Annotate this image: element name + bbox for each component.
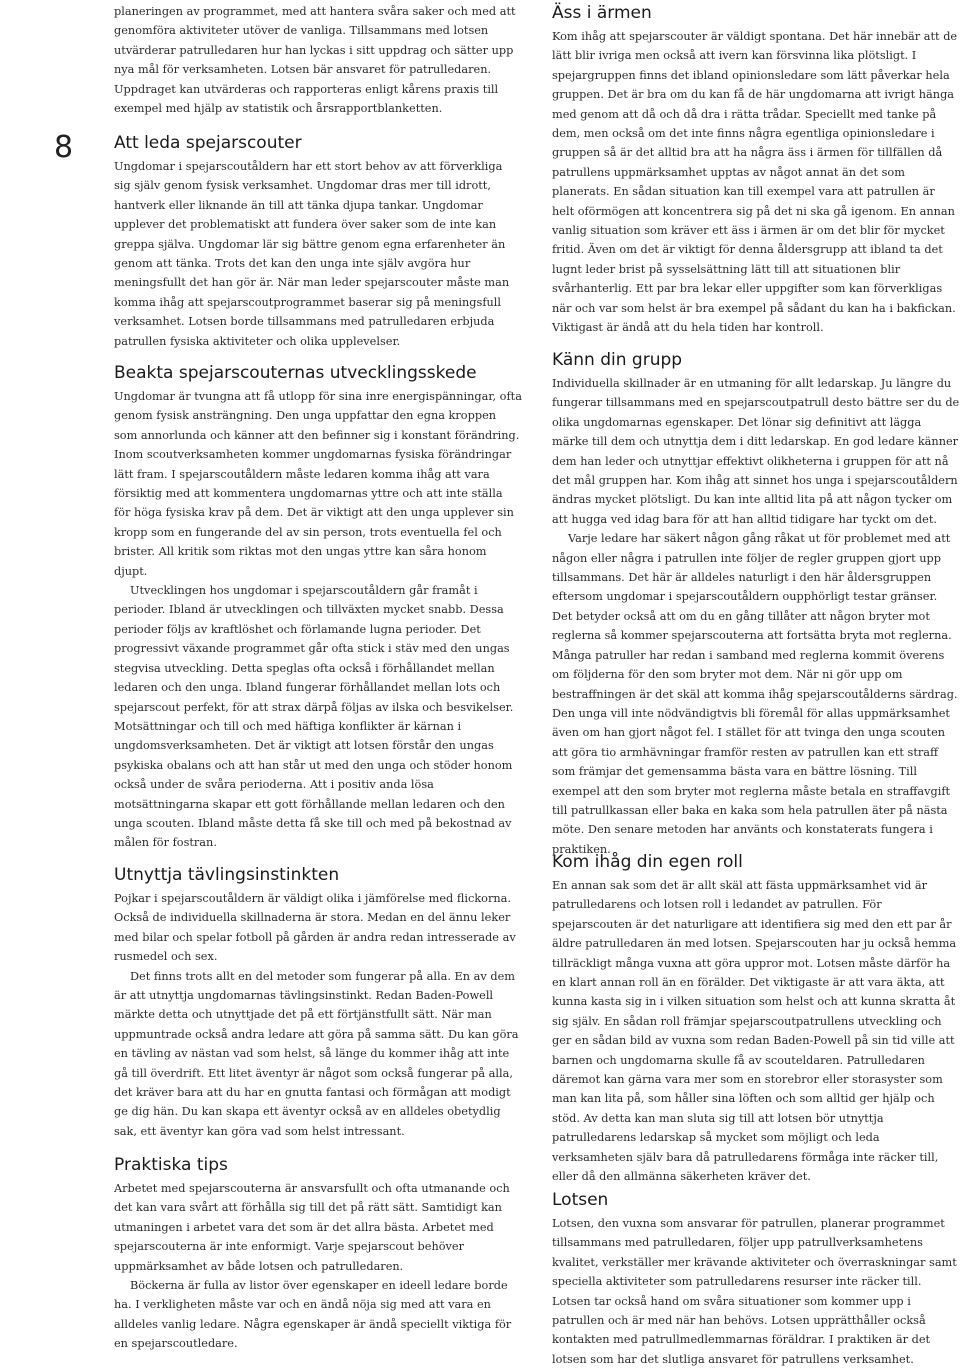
section-att-leda-spejarscouter xyxy=(114,132,522,351)
intro-paragraph: planeringen av programmet, med att hantera svåra saker och med att genomföra aktiviteter utöver de vanliga. Tillsammans med lotsen utvärderar patrulledaren hur han lyckas i sitt uppdrag och sätter upp nya mål för verksamheten. Lotsen bär ansvaret för patrulledaren. Uppdraget kan utvärderas och rapporteras enligt kårens praxis till exempel med hjälp av statistik och årsrapportblanketten. xyxy=(114,5,516,116)
section-heading: Praktiska tips xyxy=(114,1155,228,1175)
section-lotsen xyxy=(552,1189,960,1369)
section-paragraph: Lotsen, den vuxna som ansvarar för patrullen, planerar programmet tillsammans med patrulledaren, följer upp patrullverksamhetens kvalitet, verkställer mer krävande aktiviteter och överraskningar samt speciella aktiviteter som patrulledarens resurser inte räcker till. Lotsen tar också hand om svåra situationer som kommer upp i patrullen och är med när han behövs. Lotsen upprätthåller också kontakten med patrullmedlemmarnas föräldrar. I praktiken är det lotsen som har det slutliga ansvaret för patrullens verksamhet. xyxy=(552,1217,957,1366)
section-heading: Utnyttja tävlingsinstinkten xyxy=(114,865,340,885)
section-paragraph: Utvecklingen hos ungdomar i spejarscoutåldern går framåt i perioder. Ibland är utvecklingen och tillväxten mycket snabb. Dessa perioder följs av kraftlöshet och förlamande lugna perioder. Det progressivt växande programmet går ofta stick i stäv med den ungas stegvisa utveckling. Detta speglas ofta också i förhållandet mellan ledaren och den unga. Ibland fungerar förhållandet mellan lots och spejarscout perfekt, för att strax därpå följas av ilska och besvikelser. Motsättningar och till och med häftiga konflikter är kärnan i ungdomsverksamheten. Det är viktigt att lotsen förstår den ungas psykiska obalans och att han står ut med den unga och stöder honom också under de svåra perioderna. Att i positiv anda lösa motsättningarna skapar ett gott förhållande mellan ledaren och den unga scouten. Ibland måste detta få ske till och med på bekostnad av målen för fostran. xyxy=(114,584,514,850)
section-heading: Känn din grupp xyxy=(552,350,683,370)
section-utnyttja-tavlingsinstinkten xyxy=(114,864,522,1141)
intro-block xyxy=(114,2,522,118)
section-heading: Beakta spejarscouternas utvecklingsskede xyxy=(114,363,477,383)
section-paragraph: Kom ihåg att spejarscouter är väldigt spontana. Det här innebär att de lätt blir ivriga men också att ivern kan försvinna lika plötsligt. I spejargruppen finns det ibland opinionsledare som lätt påverkar hela gruppen. Det är bra om du kan få de här ungdomarna att ivrigt hänga med genom att då och då dra i rätta trådar. Speciellt med tanke på dem, men också om det inte finns några egentliga opinionsledare i gruppen så är det alltid bra att ha några äss i ärmen för tillfällen då patrullens uppmärksamhet upptas av något annat än det som planerats. En sådan situation kan till exempel vara att patrullen är helt oförmögen att koncentrera sig på det ni ska gå igenom. En annan vanlig situation som kräver ett äss i ärmen är om det blir för mycket fritid. Även om det är viktigt för denna åldersgrupp att ibland ta det lugnt leder brist på sysselsättning lätt till att situationen blir svårhanterlig. Ett par bra lekar eller uppgifter som kan förverkligas när och var som helst är bra exempel på sådant du kan ha i bakfickan. Viktigast är ändå att du hela tiden har kontroll. xyxy=(552,30,958,335)
section-ass-i-armen xyxy=(552,2,960,338)
page-number: 8 xyxy=(54,130,74,165)
section-beakta-utvecklingsskede xyxy=(114,362,522,853)
section-heading: Lotsen xyxy=(552,1190,609,1210)
section-heading: Att leda spejarscouter xyxy=(114,133,302,153)
section-paragraph: Pojkar i spejarscoutåldern är väldigt olika i jämförelse med flickorna. Också de individuella skillnaderna är stora. Medan en del ännu leker med bilar och spelar fotboll på gården är andra redan intresserade av rusmedel och sex. xyxy=(114,892,516,964)
section-paragraph: En annan sak som det är allt skäl att fästa uppmärksamhet vid är patrulledarens och lotsen roll i ledandet av patrullen. För spejarscouten är det naturligare att identifiera sig med den ett par år äldre patrulledaren än med lotsen. Spejarscouten har ju också hemma tillräckligt många vuxna att göra uppror mot. Lotsen måste därför ha en klart annan roll än en förälder. Det viktigaste är att vara äkta, att kunna kasta sig in i vilken situation som helst och att kunna skratta åt sig själv. En sådan roll främjar spejarscoutpatrullens utveckling och ger en sådan bild av vuxna som redan Baden-Powell på sin tid ville att barnen och ungdomarna skulle få av scouteldaren. Patrulledaren däremot kan gärna vara mer som en storebror eller storasyster som man kan lita på, som håller sina löften och som alltid ger hjälp och stöd. Av detta kan man sluta sig till att lotsen bör utnyttja patrulledarens ledarskap så mycket som möjligt och leda verksamheten själv bara då patrulledarens förmåga inte räcker till, eller då den allmänna säkerheten kräver det. xyxy=(552,879,957,1184)
section-paragraph: Ungdomar är tvungna att få utlopp för sina inre energispänningar, ofta genom fysisk ansträngning. Den unga uppfattar den egna kroppen som annorlunda och känner att den befinner sig i konstant förändring. Inom scoutverksamheten kommer ungdomarnas fysiska förändringar lätt fram. I spejarscoutåldern måste ledaren komma ihåg att vara försiktig med att kommentera ungdomarnas yttre och att inte ställa för höga fysiska krav på dem. Det är viktigt att den unga upplever sin kropp som en fungerande del av sin person, trots eventuella fel och brister. All kritik som riktas mot den ungas yttre kan såra honom djupt. xyxy=(114,390,522,578)
section-heading: Kom ihåg din egen roll xyxy=(552,852,743,872)
section-paragraph: Det finns trots allt en del metoder som fungerar på alla. En av dem är att utnyttja ungdomarnas tävlingsinstinkt. Redan Baden-Powell märkte detta och utnyttjade det på ett förtjänstfullt sätt. När man uppmuntrade också andra ledare att göra på samma sätt. Du kan göra en tävling av nästan vad som helst, så länge du kommer ihåg att inte gå till överdrift. Ett litet äventyr är något som också fungerar på alla, det kräver bara att du har en gnutta fantasi och förmågan att modigt ge dig hän. Du kan skapa ett äventyr också av en alldeles obetydlig sak, ett äventyr kan göra vad som helst intressant. xyxy=(114,969,519,1138)
section-paragraph: Arbetet med spejarscouterna är ansvarsfullt och ofta utmanande och det kan vara svårt att förhålla sig till det på rätt sätt. Samtidigt kan utmaningen i arbetet vara det som är det allra bästa. Arbetet med spejarscouterna är inte enformigt. Varje spejarscout behöver uppmärksamhet av både lotsen och patrulledaren. xyxy=(114,1182,510,1273)
section-paragraph: Individuella skillnader är en utmaning för allt ledarskap. Ju längre du fungerar tillsammans med en spejarscoutpatrull desto bättre ser du de olika ungdomarnas egenskaper. Det lönar sig definitivt att lägga märke till dem och utnyttja dem i ditt ledarskap. En god ledare känner dem han leder och utnyttjar effektivt olikheterna i gruppen för att nå det mål gruppen har. Kom ihåg att sinnet hos unga i spejarscoutåldern ändras mycket plötsligt. Du kan inte alltid lita på att någon tycker om att hugga ved idag bara för att han alltid tidigare har tyckt om det. xyxy=(552,377,960,526)
section-paragraph: Ungdomar i spejarscoutåldern har ett stort behov av att förverkliga sig själv genom fysisk verksamhet. Ungdomar dras mer till idrott, hantverk eller liknande än till att tänka djupa tankar. Ungdomar upplever det problematiskt att fundera över saker som de inte kan greppa själva. Ungdomar lär sig bättre genom egna erfarenheter än genom att tänka. Trots det kan den unga inte själv avgöra hur meningsfullt det han gör är. När man leder spejarscouter måste man komma ihåg att spejarscoutprogrammet baserar sig på meningsfull verksamhet. Lotsen borde tillsammans med patrulledaren erbjuda patrullen fysiska aktiviteter och olika upplevelser. xyxy=(114,160,510,348)
section-paragraph: Varje ledare har säkert någon gång råkat ut för problemet med att någon eller några i patrullen inte följer de regler gruppen gjort upp tillsammans. Det här är alldeles naturligt i den här åldersgruppen eftersom ungdomar i spejarscoutåldern oupphörligt testar gränser. Det betyder också att om du en gång tillåter att någon bryter mot reglerna så kommer spejarscouterna att fortsätta bryta mot reglerna. Många patruller har redan i samband med reglerna kommit överens om följderna för den som bryter mot dem. När ni gör upp om bestraffningen är det skäl att komma ihåg spejarscoutålderns särdrag. Den unga vill inte nödvändigtvis bli föremål för allas uppmärksamhet även om han gjort något fel. I stället för att tvinga den unga scouten att göra tio armhävningar framför resten av patrullen kan ett straff som främjar det gemensamma bästa vara en bättre lösning. Till exempel att den som bryter mot reglerna måste betala en straffavgift till patrullkassan eller baka en kaka som hela patrullen äter på nästa möte. Den senare metoden har använts och konstaterats fungera i praktiken. xyxy=(552,532,958,856)
section-heading: Äss i ärmen xyxy=(552,3,652,23)
section-praktiska-tips xyxy=(114,1154,522,1354)
section-paragraph: Böckerna är fulla av listor över egenskaper en ideell ledare borde ha. I verkligheten måste var och en ändå nöja sig med att vara en alldeles vanlig ledare. Några egenskaper är ändå speciellt viktiga för en spejarscoutledare. xyxy=(114,1279,512,1351)
section-kann-din-grupp xyxy=(552,349,960,859)
section-kom-ihag-din-egen-roll xyxy=(552,851,960,1187)
